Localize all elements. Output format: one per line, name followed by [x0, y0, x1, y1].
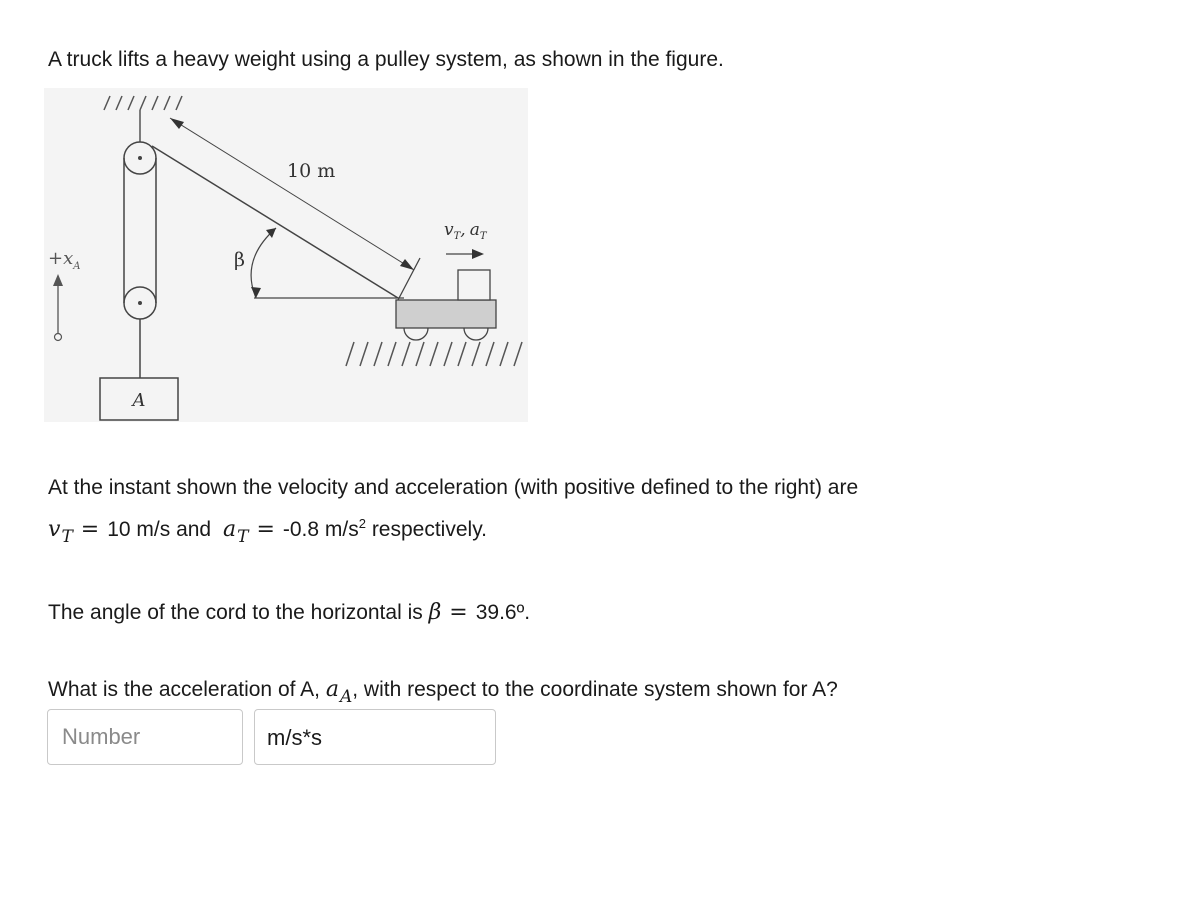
question-tail: , with respect to the coordinate system shown for A?	[352, 678, 838, 701]
length-label: 10 m	[287, 160, 336, 182]
para1-line2	[48, 516, 487, 547]
question-text: What is the acceleration of A,	[48, 678, 320, 701]
v-subscript: T	[61, 527, 73, 547]
velocity-value: 10 m/s and	[107, 518, 212, 541]
block-label: A	[132, 390, 146, 411]
question-subscript: A	[339, 687, 353, 707]
acceleration-value: -0.8 m/s	[282, 518, 359, 541]
beta-label: β	[234, 249, 245, 271]
a-subscript: T	[237, 527, 249, 547]
answer-input[interactable]	[47, 709, 243, 765]
question-symbol: a	[325, 677, 339, 702]
v-symbol: v	[48, 517, 61, 542]
truck-body	[396, 300, 496, 328]
figure-background	[44, 88, 528, 422]
beta-symbol: β	[428, 600, 442, 625]
para1-tail: respectively.	[371, 518, 487, 541]
axis-label: $+x_A$	[48, 248, 81, 272]
unit-field[interactable]: m/s*s	[254, 709, 496, 765]
a-symbol: a	[222, 517, 237, 542]
axis-origin	[55, 334, 62, 341]
intro-text: A truck lifts a heavy weight using a pulley system, as shown in the figure.	[48, 48, 724, 71]
para2	[48, 600, 530, 625]
acceleration-exponent: 2	[358, 516, 366, 531]
truck-cab	[458, 270, 490, 300]
equals-2: =	[256, 517, 275, 542]
truck-kinematics-label: $v_T$, $a_T$	[444, 220, 487, 242]
angle-value: 39.6º.	[475, 601, 531, 624]
equals-1: =	[80, 517, 100, 542]
question	[48, 677, 838, 707]
pulley-figure	[44, 88, 528, 422]
equals-3: =	[449, 600, 468, 625]
para1-line1: At the instant shown the velocity and acceleration (with positive defined to the right) are	[48, 476, 859, 499]
para2-text: The angle of the cord to the horizontal is	[48, 601, 423, 624]
